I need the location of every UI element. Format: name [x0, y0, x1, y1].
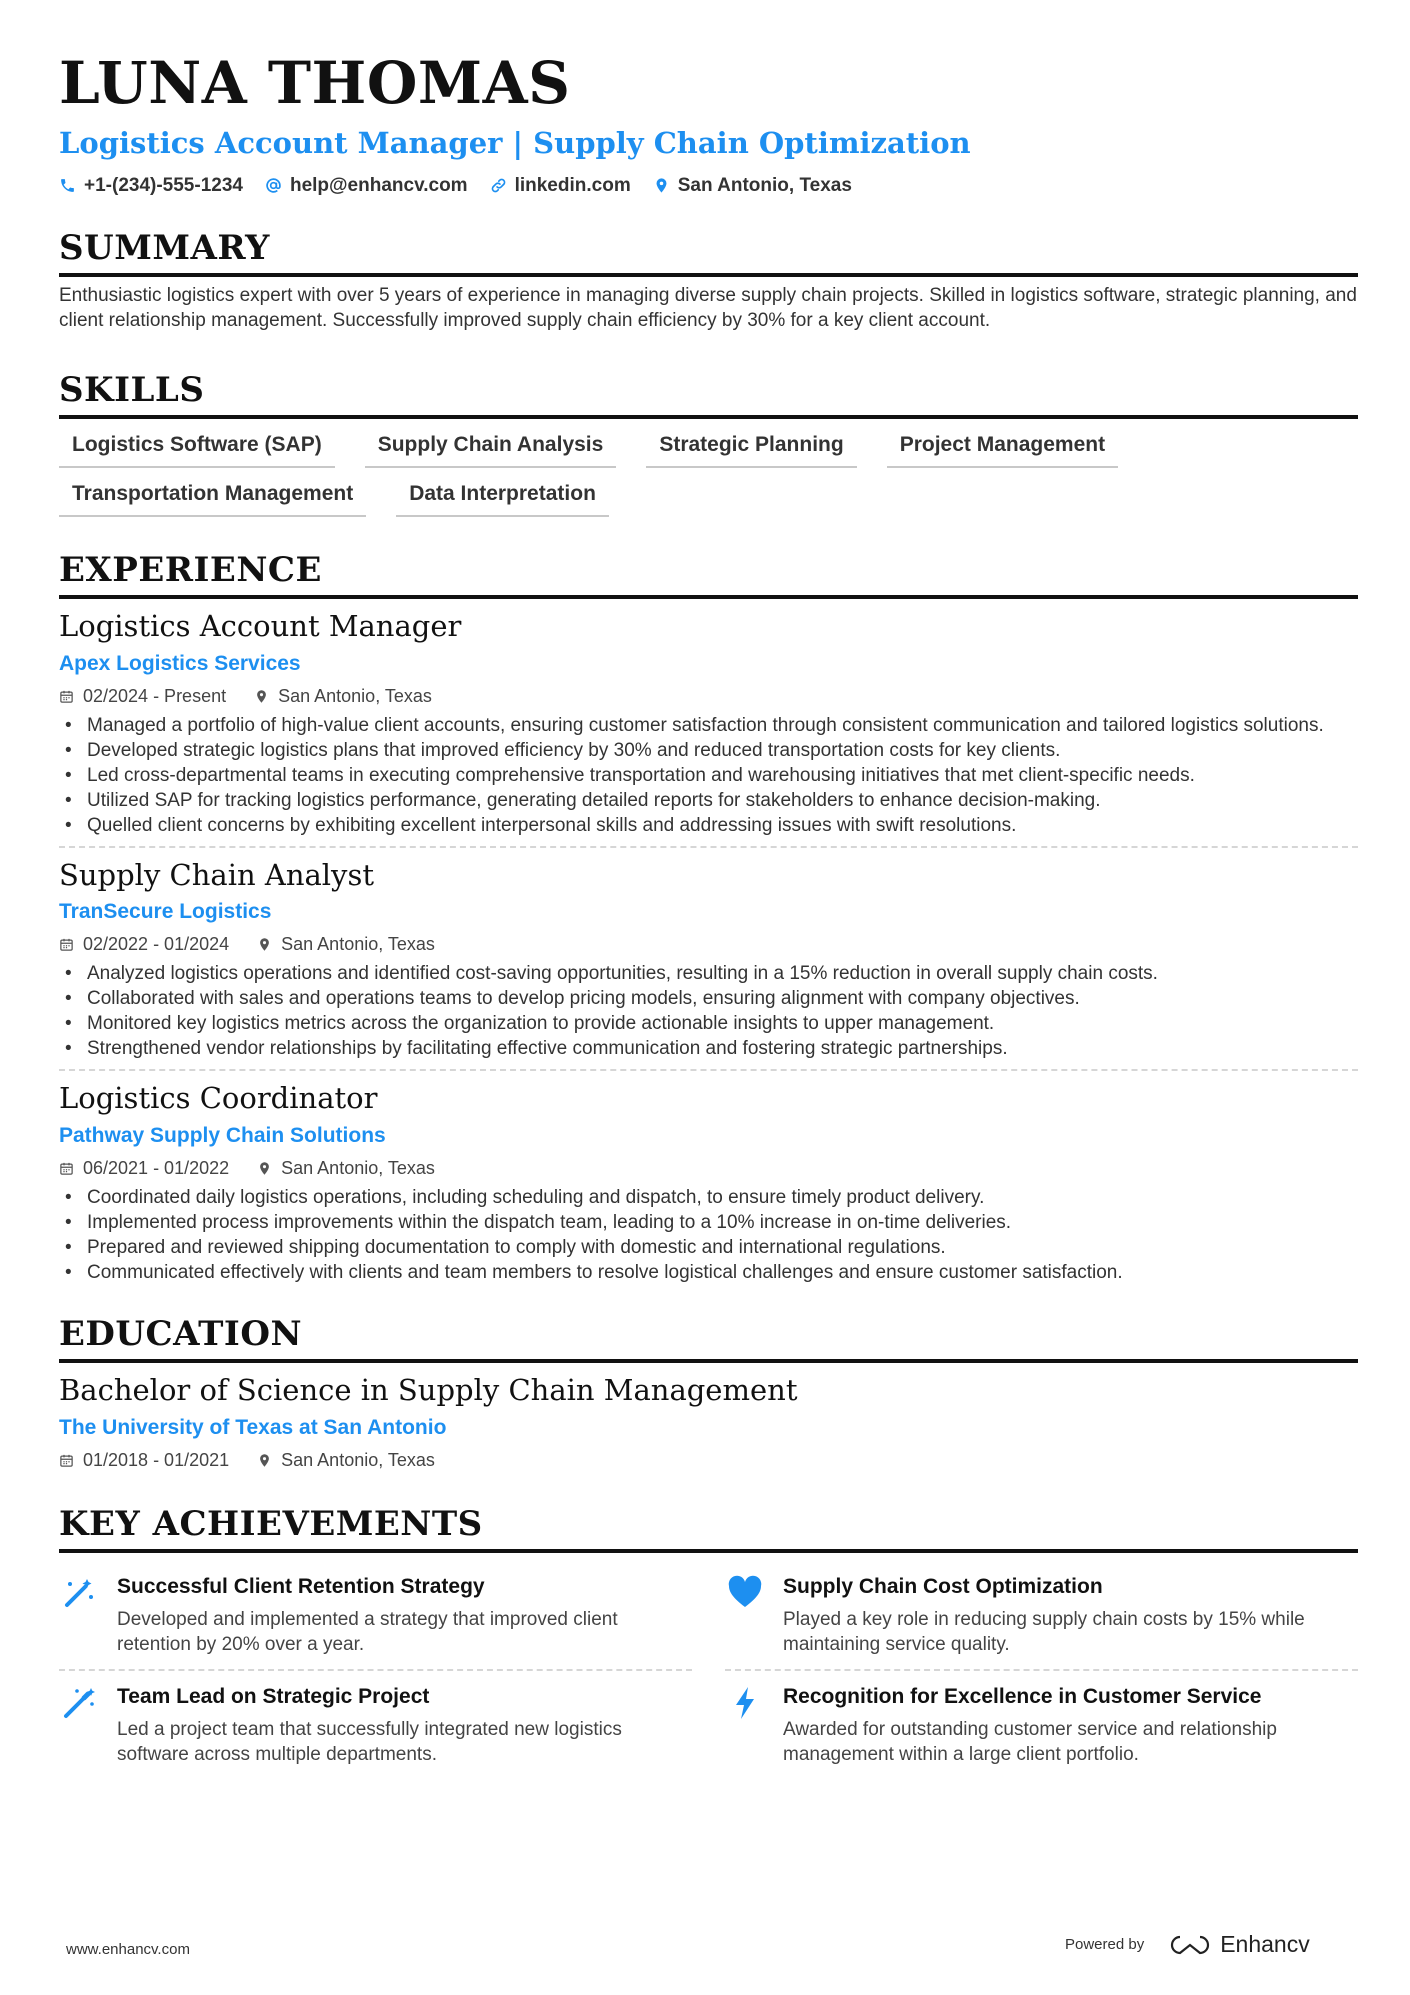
skills-list [59, 433, 1259, 517]
job-location [257, 1158, 435, 1179]
link-icon [490, 177, 507, 194]
phone-text: +1-(234)-555-1234 [84, 174, 243, 196]
education-section [59, 1314, 1358, 1479]
job-dates-text: 02/2024 - Present [83, 685, 227, 706]
job-bullet: • Communicated effectively with clients and team members to resolve logistical challenges and ensure customer satisfaction. [59, 1260, 1358, 1285]
summary-section [59, 227, 1358, 333]
skills-title: SKILLS [59, 373, 1358, 419]
experience-title: EXPERIENCE [59, 553, 1358, 599]
job-entry [59, 1081, 1358, 1293]
lightning-icon [727, 1685, 763, 1721]
skills-section [59, 369, 1358, 517]
job-meta [59, 686, 1358, 707]
job-title: Logistics Account Manager [59, 608, 462, 643]
job-bullet: • Strengthened vendor relationships by facilitating effective communication and fostering strategic partnerships. [59, 1036, 1358, 1061]
contact-location [653, 175, 852, 197]
education-location-text: San Antonio, Texas [281, 1449, 435, 1470]
at-icon [265, 177, 282, 194]
school-name: The University of Texas at San Antonio [59, 1415, 447, 1439]
job-location-text: San Antonio, Texas [278, 685, 432, 706]
achievement-icon-wrap [725, 1575, 765, 1615]
job-location [254, 686, 432, 707]
job-bullet: • Monitored key logistics metrics across the organization to provide actionable insights to upper management. [59, 1011, 1358, 1036]
skill-tag: Data Interpretation [396, 482, 609, 517]
skill-tag: Strategic Planning [646, 433, 856, 468]
job-bullet: • Implemented process improvements within the dispatch team, leading to a 10% increase in on-time deliveries. [59, 1210, 1358, 1235]
location-icon [254, 689, 269, 704]
resume-page [59, 44, 1358, 1779]
footer-branding [1065, 1931, 1310, 1958]
job-dates [59, 1158, 229, 1179]
magic-wand-icon [61, 1575, 97, 1611]
education-dates [59, 1450, 229, 1471]
achievement-icon-wrap [725, 1685, 765, 1725]
skill-tag: Transportation Management [59, 482, 366, 517]
achievement-title: Successful Client Retention Strategy [117, 1574, 485, 1598]
calendar-icon [59, 937, 74, 952]
job-bullet: • Coordinated daily logistics operations, including scheduling and dispatch, to ensure timely product delivery. [59, 1185, 1358, 1210]
achievement-item [59, 1561, 692, 1671]
contact-email[interactable] [265, 175, 468, 197]
degree: Bachelor of Science in Supply Chain Management [59, 1373, 798, 1408]
education-title: EDUCATION [59, 1317, 1358, 1363]
location-icon [653, 177, 670, 194]
job-bullet: • Utilized SAP for tracking logistics performance, generating detailed reports for stakeholders to enhance decision-making. [59, 788, 1358, 813]
skill-tag: Logistics Software (SAP) [59, 433, 335, 468]
achievement-title: Supply Chain Cost Optimization [783, 1574, 1103, 1598]
achievement-title: Team Lead on Strategic Project [117, 1684, 430, 1708]
achievement-item [725, 1671, 1358, 1779]
location-icon [257, 1453, 272, 1468]
experience-section [59, 549, 1358, 1293]
job-bullet: • Collaborated with sales and operations teams to develop pricing models, ensuring alignment with company objectives. [59, 986, 1358, 1011]
job-dates-text: 02/2022 - 01/2024 [83, 934, 230, 955]
email-text: help@enhancv.com [289, 174, 468, 196]
linkedin-text: linkedin.com [514, 174, 631, 196]
skill-tag: Project Management [887, 433, 1118, 468]
job-bullet: • Quelled client concerns by exhibiting excellent interpersonal skills and addressing issues with swift resolutions. [59, 813, 1358, 838]
education-entry [59, 1373, 1358, 1479]
job-bullet: • Developed strategic logistics plans that improved efficiency by 30% and reduced transportation costs for key clients. [59, 738, 1358, 763]
company-name: TranSecure Logistics [59, 900, 272, 924]
job-title: Logistics Coordinator [59, 1081, 378, 1116]
achievement-icon-wrap [59, 1685, 99, 1725]
achievements-title: KEY ACHIEVEMENTS [59, 1507, 1358, 1553]
job-bullet: • Prepared and reviewed shipping documentation to comply with domestic and international regulations. [59, 1235, 1358, 1260]
contact-linkedin[interactable] [490, 175, 631, 197]
achievements-section [59, 1503, 1358, 1779]
calendar-icon [59, 1453, 74, 1468]
education-meta [59, 1450, 1358, 1471]
headline: Logistics Account Manager | Supply Chain Optimization [59, 126, 971, 160]
job-meta [59, 934, 1358, 955]
job-dates [59, 686, 226, 707]
powered-by-label: Powered by [1065, 1936, 1145, 1953]
job-bullet: • Led cross-departmental teams in executing comprehensive transportation and warehousing initiatives that met client-specific needs. [59, 763, 1358, 788]
company-name: Apex Logistics Services [59, 651, 301, 675]
achievement-icon-wrap [59, 1575, 99, 1615]
job-dates [59, 934, 229, 955]
location-text: San Antonio, Texas [677, 174, 852, 196]
calendar-icon [59, 689, 74, 704]
achievement-item [725, 1561, 1358, 1671]
job-bullets [59, 713, 1358, 838]
magic-wand-sparkle-icon [61, 1685, 97, 1721]
job-entry [59, 609, 1358, 848]
footer-website[interactable]: www.enhancv.com [66, 1941, 190, 1958]
contact-row [59, 175, 1358, 197]
job-bullet: • Analyzed logistics operations and identified cost-saving opportunities, resulting in a 15% reduction in overall supply chain costs. [59, 961, 1358, 986]
job-bullet: • Managed a portfolio of high-value client accounts, ensuring customer satisfaction through consistent communication and tailored logistics solutions. [59, 713, 1358, 738]
skill-tag: Supply Chain Analysis [365, 433, 617, 468]
job-entry [59, 858, 1358, 1072]
job-bullets [59, 1185, 1358, 1285]
job-dates-text: 06/2021 - 01/2022 [83, 1158, 230, 1179]
phone-icon [59, 177, 76, 194]
enhancv-logo-icon [1168, 1933, 1212, 1957]
name: LUNA THOMAS [59, 49, 571, 117]
enhancv-logo[interactable] [1168, 1931, 1310, 1958]
education-location [257, 1450, 435, 1471]
education-dates-text: 01/2018 - 01/2021 [83, 1449, 230, 1470]
achievement-desc: Played a key role in reducing supply chain costs by 15% while maintaining service quality. [783, 1608, 1305, 1655]
company-name: Pathway Supply Chain Solutions [59, 1124, 386, 1148]
achievement-item [59, 1671, 692, 1779]
summary-text: Enthusiastic logistics expert with over 5 years of experience in managing diverse supply chain projects. Skilled in logistics software, strategic planning, and client relationship management. Successfully improved supply chain efficiency by 30% for a key client account. [59, 284, 1357, 331]
job-title: Supply Chain Analyst [59, 857, 374, 892]
job-location-text: San Antonio, Texas [281, 1158, 435, 1179]
summary-title: SUMMARY [59, 231, 1358, 277]
heart-icon [727, 1575, 763, 1611]
achievement-title: Recognition for Excellence in Customer Service [783, 1684, 1262, 1708]
contact-phone[interactable] [59, 175, 243, 197]
job-bullets [59, 961, 1358, 1061]
achievement-desc: Awarded for outstanding customer service and relationship management within a large client portfolio. [783, 1718, 1277, 1765]
achievements-grid [59, 1561, 1358, 1779]
job-meta [59, 1158, 1358, 1179]
location-icon [257, 937, 272, 952]
enhancv-logo-text: Enhancv [1220, 1931, 1310, 1957]
job-location [257, 934, 435, 955]
achievement-desc: Developed and implemented a strategy that improved client retention by 20% over a year. [117, 1608, 618, 1655]
calendar-icon [59, 1161, 74, 1176]
location-icon [257, 1161, 272, 1176]
achievement-desc: Led a project team that successfully integrated new logistics software across multiple departments. [117, 1718, 622, 1765]
job-location-text: San Antonio, Texas [281, 934, 435, 955]
